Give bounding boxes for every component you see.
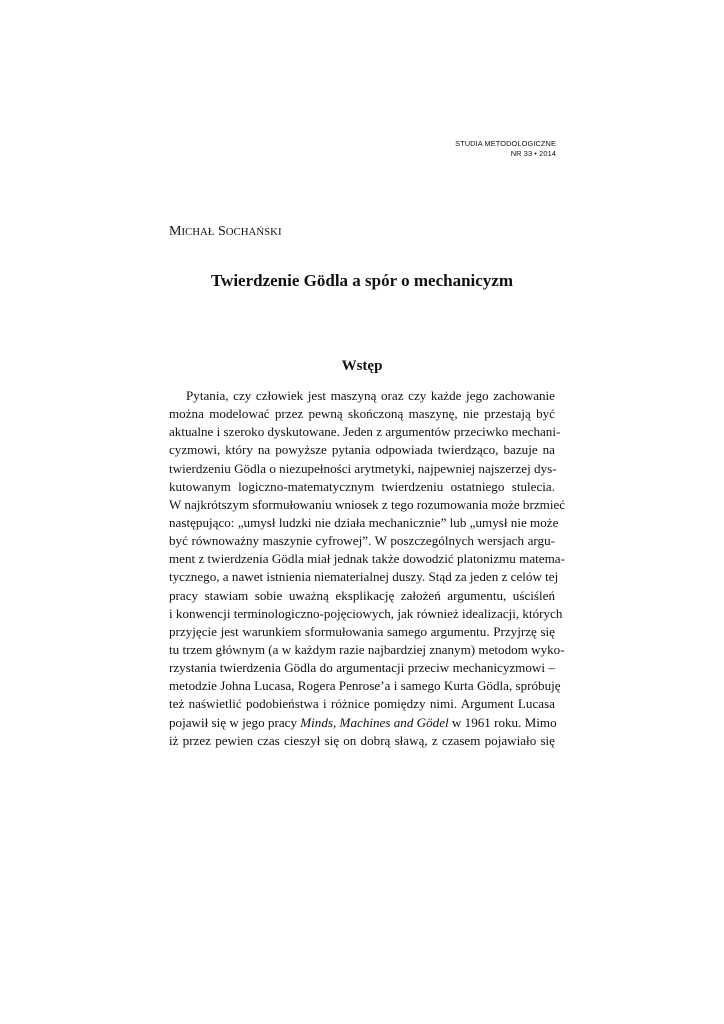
body-line: tycznego, a nawet istnienia niematerialnej duszy. Stąd za jeden z celów tej <box>169 569 559 585</box>
body-line: przyjęcie jest warunkiem sformułowania samego argumentu. Przyjrzę się <box>169 623 555 639</box>
body-line: kutowanym logiczno-matematycznym twierdzeniu ostatniego stulecia. <box>169 478 555 494</box>
body-line: też naświetlić podobieństwa i różnice pomiędzy nimi. Argument Lucasa <box>169 696 555 712</box>
body-line: W najkrótszym sformułowaniu wniosek z tego rozumowania może brzmieć <box>169 496 566 512</box>
author-last-initial: S <box>217 224 226 239</box>
body-line-text: w 1961 roku. Mimo <box>448 714 557 730</box>
body-line: Pytania, czy człowiek jest maszyną oraz czy każde jego zachowanie <box>186 388 555 403</box>
body-line: i konwencji terminologiczno-pojęciowych, jak również idealizacji, których <box>169 605 563 621</box>
body-line: następująco: „umysł ludzki nie działa mechanicznie” lub „umysł nie może <box>169 514 559 530</box>
author-name <box>169 223 282 241</box>
article-title: Twierdzenie Gödla a spór o mechanicyzm <box>210 271 514 290</box>
journal-issue: NR 33 • 2014 <box>510 148 556 158</box>
body-line: być równoważny maszynie cyfrowej”. W poszczególnych wersjach argu- <box>169 533 555 549</box>
body-line: twierdzeniu Gödla o niezupełności arytmetyki, najpewniej najszerzej dys- <box>169 460 557 476</box>
body-line: pracy stawiam sobie uważną eksplikację założeń argumentu, uściśleń <box>169 587 555 603</box>
body-line-text: pojawił się w jego pracy <box>169 714 301 730</box>
body-paragraph <box>169 387 566 750</box>
body-line: tu trzem głównym (a w każdym razie najbardziej znanym) metodom wyko- <box>169 641 565 657</box>
journal-header <box>455 139 556 158</box>
body-line-with-citation <box>169 714 555 732</box>
body-line: aktualne i szeroko dyskutowane. Jeden z argumentów przeciwko mechani- <box>169 424 561 440</box>
body-line: ment z twierdzenia Gödla miał jednak także dowodzić platonizmu matema- <box>169 551 565 567</box>
body-line: można modelować przez pewną skończoną maszynę, nie przestają być <box>169 406 555 422</box>
cited-work-title: Minds, Machines and Gödel <box>300 714 449 730</box>
journal-name: STUDIA METODOLOGICZNE <box>455 139 556 148</box>
author-last-rest: OCHAŃSKI <box>225 226 282 238</box>
author-first-initial: M <box>169 224 182 239</box>
author-first-rest: ICHAŁ <box>181 226 215 238</box>
body-line: metodzie Johna Lucasa, Rogera Penrose’a i samego Kurta Gödla, spróbuję <box>169 678 561 694</box>
body-line: cyzmowi, który na powyższe pytania odpowiada twierdząco, bazuje na <box>169 442 555 458</box>
section-heading: Wstęp <box>341 358 383 374</box>
body-line: iż przez pewien czas cieszył się on dobrą sławą, z czasem pojawiało się <box>169 732 555 748</box>
body-line: rzystania twierdzenia Gödla do argumentacji przeciw mechanicyzmowi – <box>169 660 555 676</box>
